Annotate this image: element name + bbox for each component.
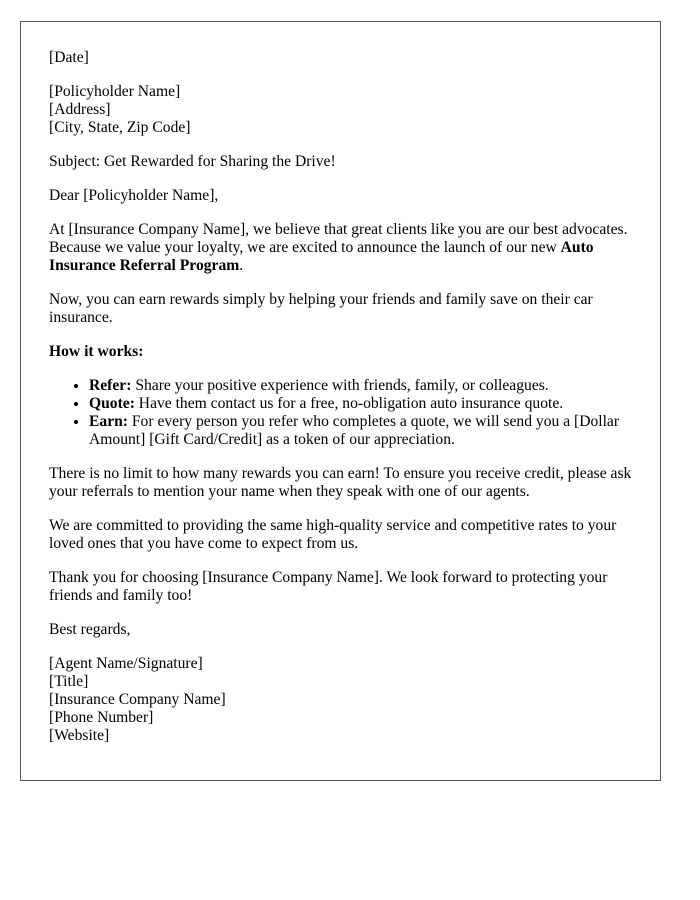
step-text: For every person you refer who completes a quote, we will send you a [Dollar Amount] [Gift Card/Credit] as a token of our appreciation. — [89, 413, 620, 448]
step-text: Have them contact us for a free, no-obligation auto insurance quote. — [134, 395, 564, 412]
earn-paragraph: Now, you can earn rewards simply by helping your friends and family save on their car insurance. — [49, 291, 593, 326]
signature-title: [Title] — [49, 673, 89, 690]
letter-date: [Date] — [49, 49, 89, 66]
how-it-works-heading: How it works: — [49, 343, 144, 360]
thanks-paragraph: Thank you for choosing [Insurance Company Name]. We look forward to protecting your friends and family too! — [49, 569, 608, 604]
step-term: Quote: — [89, 395, 135, 412]
recipient-address: [Address] — [49, 101, 111, 118]
letter-salutation: Dear [Policyholder Name], — [49, 187, 219, 204]
letter-subject: Subject: Get Rewarded for Sharing the Drive! — [49, 153, 336, 170]
intro-text: At [Insurance Company Name], we believe that great clients like you are our best advocates. Because we value your loyalty, we are excited to announce the launch of our new — [49, 221, 628, 256]
recipient-city-state-zip: [City, State, Zip Code] — [49, 119, 191, 136]
list-item — [89, 413, 632, 449]
list-item — [89, 377, 632, 395]
signature-agent: [Agent Name/Signature] — [49, 655, 203, 672]
signature-block — [49, 655, 632, 745]
letter — [20, 21, 661, 781]
step-term: Earn: — [89, 413, 128, 430]
signature-phone: [Phone Number] — [49, 709, 154, 726]
signature-website: [Website] — [49, 727, 110, 744]
step-term: Refer: — [89, 377, 132, 394]
limit-paragraph: There is no limit to how many rewards you can earn! To ensure you receive credit, please ask your referrals to mention your name when they speak with one of our agents. — [49, 465, 632, 500]
program-name: Auto Insurance Referral Program — [49, 239, 594, 274]
recipient-address-block — [49, 83, 632, 137]
commitment-paragraph: We are committed to providing the same high-quality service and competitive rates to your loved ones that you have come to expect from us. — [49, 517, 617, 552]
recipient-name: [Policyholder Name] — [49, 83, 181, 100]
letter-closing: Best regards, — [49, 621, 131, 638]
signature-company: [Insurance Company Name] — [49, 691, 226, 708]
steps-list — [49, 377, 632, 449]
intro-end: . — [239, 257, 244, 274]
list-item — [89, 395, 632, 413]
intro-paragraph — [49, 221, 632, 275]
step-text: Share your positive experience with friends, family, or colleagues. — [131, 377, 549, 394]
